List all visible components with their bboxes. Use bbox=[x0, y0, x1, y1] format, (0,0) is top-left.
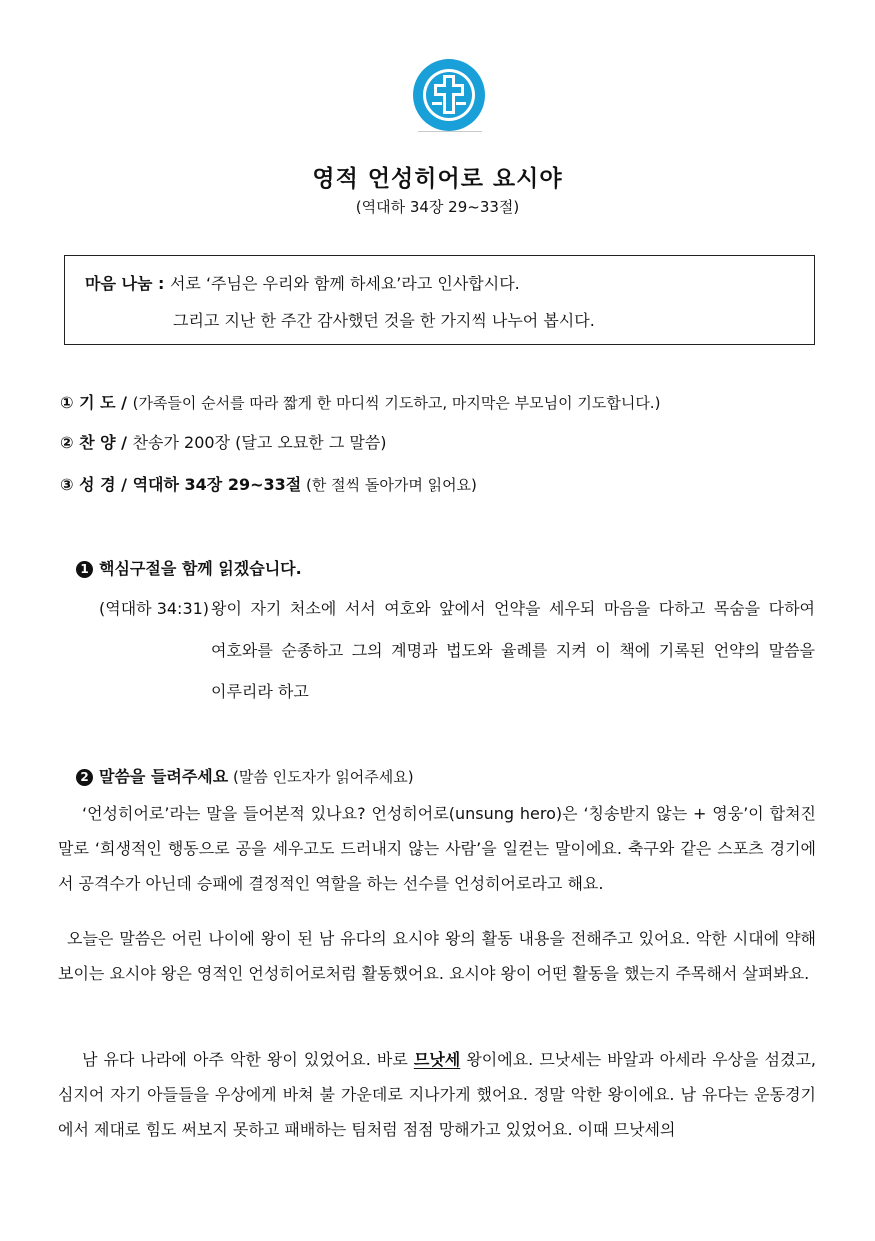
body-paragraph-3 bbox=[58, 1042, 816, 1147]
section1-heading: 핵심구절을 함께 읽겠습니다. bbox=[99, 559, 302, 578]
order-item-text: (한 절씩 돌아가며 읽어요) bbox=[301, 476, 477, 494]
heart-share-box bbox=[64, 255, 815, 345]
section1-heading-row bbox=[76, 556, 302, 579]
heart-share-text-1: 서로 ‘주님은 우리와 함께 하세요’라고 인사합시다. bbox=[169, 274, 520, 293]
page-title: 영적 언성히어로 요시야 bbox=[312, 166, 563, 192]
church-logo-icon bbox=[412, 58, 486, 132]
section2-heading-row bbox=[76, 764, 414, 787]
verse-reference: (역대하 34:31) bbox=[99, 599, 210, 618]
order-item-label: ② 찬 양 / bbox=[60, 433, 133, 452]
order-item-text: (가족들이 순서를 따라 짧게 한 마디씩 기도하고, 마지막은 부모님이 기도합니다.) bbox=[132, 394, 661, 412]
body-text: 왕이에요. 므낫세는 바알과 아세라 우상을 섬겼고, 심지어 자기 아들들을 우상에게 바쳐 불 가운데로 지나가게 했어요. 정말 악한 왕이에요. 남 유다는 운동경기에서 제대로 힘도 써보지 못하고 패배하는 팀처럼 점점 망해가고 있었어요. 이때 므낫세의 bbox=[58, 1050, 816, 1139]
body-paragraph-2: 오늘은 말씀은 어린 나이에 왕이 된 남 유다의 요시야 왕의 활동 내용을 전해주고 있어요. 악한 시대에 약해 보이는 요시야 왕은 영적인 언성히어로처럼 활동했어요. 요시야 왕이 어떤 활동을 했는지 주목해서 살펴봐요. bbox=[58, 929, 816, 983]
verse-line: 이루리라 하고 bbox=[211, 682, 309, 701]
section2-heading: 말씀을 들려주세요 bbox=[99, 767, 229, 786]
order-item-praise bbox=[60, 430, 387, 453]
heart-share-label: 마음 나눔 bbox=[85, 274, 153, 293]
order-item-label: ① 기 도 / bbox=[60, 393, 133, 412]
body-text: 남 유다 나라에 아주 악한 왕이 있었어요. 바로 bbox=[82, 1050, 414, 1069]
underlined-name: 므낫세 bbox=[413, 1050, 461, 1069]
logo-divider bbox=[418, 131, 482, 132]
order-item-prayer bbox=[60, 390, 660, 413]
order-item-bold-text: 역대하 34장 29~33절 bbox=[132, 475, 302, 494]
verse-line: 여호와를 순종하고 그의 계명과 법도와 율례를 지켜 이 책에 기록된 언약의 말씀을 bbox=[211, 641, 815, 660]
page-subtitle: (역대하 34장 29~33절) bbox=[355, 198, 520, 216]
section2-number-icon: 2 bbox=[76, 769, 93, 786]
verse-line: 왕이 자기 처소에 서서 여호와 앞에서 언약을 세우되 마음을 다하고 목숨을 다하여 bbox=[211, 599, 815, 618]
order-item-label: ③ 성 경 / bbox=[60, 475, 133, 494]
order-item-scripture bbox=[60, 472, 477, 495]
order-item-text: 찬송가 200장 (달고 오묘한 그 말씀) bbox=[132, 433, 387, 452]
heart-share-colon: : bbox=[152, 274, 170, 293]
heart-share-line-1 bbox=[85, 271, 520, 294]
section2-note: (말씀 인도자가 읽어주세요) bbox=[228, 768, 414, 786]
heart-share-text-2: 그리고 지난 한 주간 감사했던 것을 한 가지씩 나누어 봅시다. bbox=[173, 311, 595, 330]
body-paragraph-1: ‘언성히어로’라는 말을 들어본적 있나요? 언성히어로(unsung hero)은 ‘칭송받지 않는 + 영웅’이 합쳐진 말로 ‘희생적인 행동으로 공을 세우고도 드러내지 않는 사람’을 일컫는 말이에요. 축구와 같은 스포츠 경기에서 공격수가 아닌데 승패에 결정적인 역할을 하는 선수를 언성히어로라고 해요. bbox=[58, 804, 816, 893]
section1-number-icon: 1 bbox=[76, 561, 93, 578]
